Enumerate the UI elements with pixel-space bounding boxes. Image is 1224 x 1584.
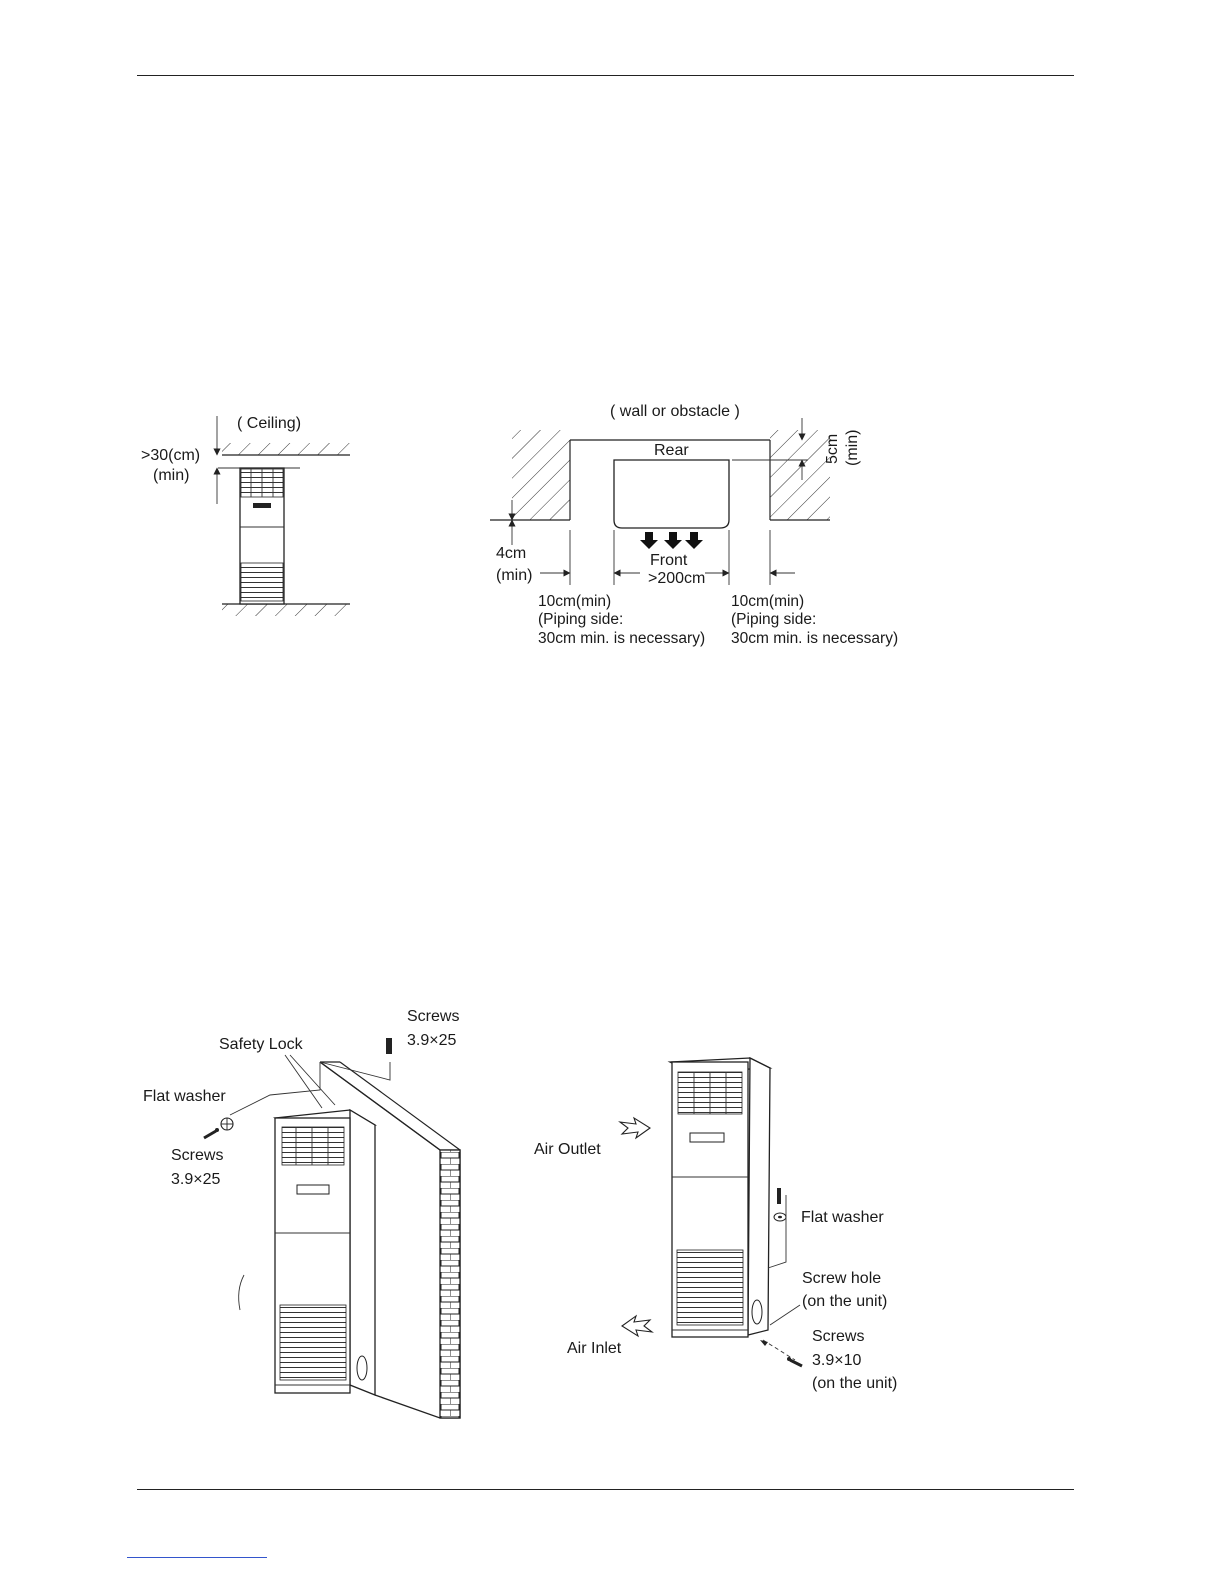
flat-washer-label-right: Flat washer [801,1209,884,1226]
front-airflow-arrows [640,532,703,549]
screws-right-note: (on the unit) [812,1375,898,1392]
screw-icon [204,1128,219,1138]
screw-hole-label: Screw hole [802,1270,882,1287]
mount-floor-figure [534,1058,897,1392]
screw-icon-right [787,1357,802,1366]
safety-lock-label: Safety Lock [219,1036,303,1053]
floor-unit-isometric-right [670,1058,770,1337]
air-outlet-label: Air Outlet [534,1141,601,1158]
floor-unit-isometric-left [275,1110,375,1395]
inlet-arrow-icon [622,1316,652,1336]
rear-gap-label: 5cm [824,433,841,464]
screws-left-size: 3.9×25 [171,1171,221,1188]
screw-hole-note: (on the unit) [802,1293,888,1310]
clearance-side-figure [141,415,350,616]
floor-unit-side [240,468,284,604]
flat-washer-icon-right [774,1213,786,1221]
side-left-line-1: 10cm(min) [538,593,612,610]
outlet-arrow-icon [620,1118,650,1138]
air-inlet-label: Air Inlet [567,1340,622,1357]
screws-right-label: Screws [812,1328,865,1345]
clearance-plan-figure [490,403,898,647]
top-gap-label: >30(cm) [141,447,201,464]
rear-label: Rear [654,442,689,459]
side-right-line-1: 10cm(min) [731,593,805,610]
left-gap-label: 4cm [496,545,527,562]
side-left-line-3: 30cm min. is necessary) [538,630,706,647]
front-gap-label: >200cm [648,570,706,587]
mount-wall-figure [143,1008,460,1418]
rear-gap-unit: (min) [844,429,861,466]
front-label: Front [650,552,688,569]
top-gap-unit: (min) [153,467,190,484]
wall-label: ( wall or obstacle ) [610,403,740,420]
ceiling-label: ( Ceiling) [237,415,302,432]
screws-top-label: Screws [407,1008,460,1025]
flat-washer-icon [221,1118,233,1130]
left-gap-unit: (min) [496,567,533,584]
flat-washer-label-left: Flat washer [143,1088,226,1105]
screws-right-size: 3.9×10 [812,1352,862,1369]
side-right-line-2: (Piping side: [731,611,817,628]
screws-left-label: Screws [171,1147,224,1164]
unit-plan-outline [614,460,729,528]
screws-top-size: 3.9×25 [407,1032,457,1049]
side-left-line-2: (Piping side: [538,611,624,628]
side-right-line-3: 30cm min. is necessary) [731,630,899,647]
